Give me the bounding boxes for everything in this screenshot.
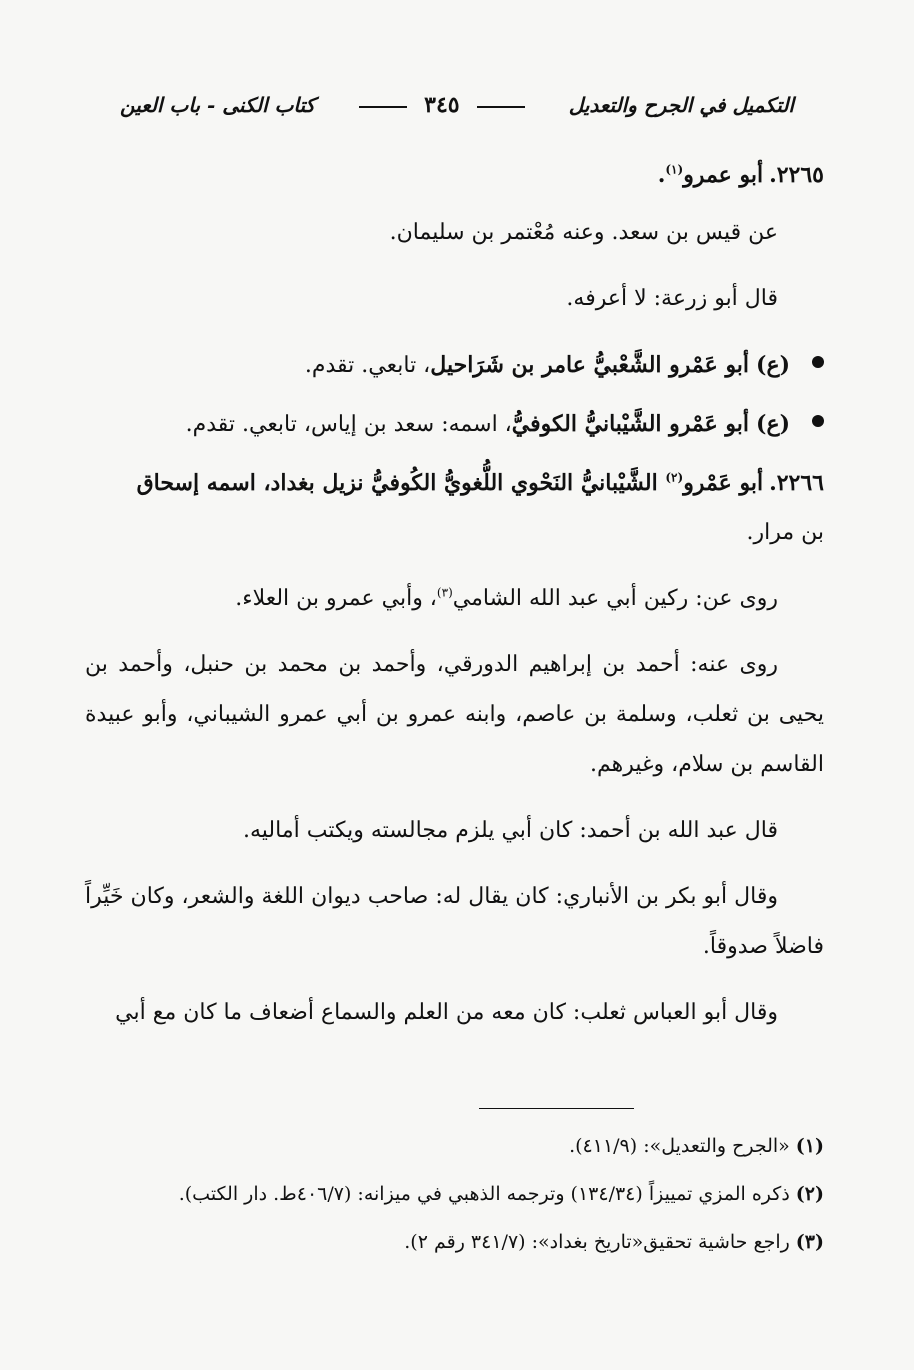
header-section: كتاب الكنى - باب العين <box>120 93 316 117</box>
cross-ref-text: ، تابعي. تقدم. <box>304 353 431 378</box>
footnote-text: راجع حاشية تحقيق«تاريخ بغداد»: (٣٤١/٧ رقم ٢). <box>404 1231 790 1253</box>
bullet-icon <box>812 415 824 427</box>
footnote-ref: (٢) <box>665 470 684 485</box>
paragraph: بن مرار. <box>746 520 824 545</box>
footnote <box>90 1122 824 1170</box>
footnote-ref: (١) <box>665 162 684 177</box>
cross-reference <box>85 340 824 391</box>
symbol: (ع) <box>756 411 790 437</box>
paragraph: عن قيس بن سعد. وعنه مُعْتمر بن سليمان. <box>389 220 778 245</box>
cross-ref-text: ، اسمه: سعد بن إياس، تابعي. تقدم. <box>185 412 512 437</box>
paragraph: روى عنه: أحمد بن إبراهيم الدورقي، وأحمد بن محمد بن حنبل، وأحمد بن يحيى بن ثعلب، وسلمة بن عاصم، وابنه عمرو بن أبي عمرو الشيباني، وأبو عبيدة القاسم بن سلام، وغيرهم. <box>85 652 824 777</box>
paragraph <box>85 574 824 624</box>
footnote-text: «الجرح والتعديل»: (٤١١/٩). <box>569 1135 790 1157</box>
running-header <box>120 92 794 118</box>
entry-end: . <box>657 162 666 188</box>
paragraph: قال عبد الله بن أحمد: كان أبي يلزم مجالسته ويكتب أماليه. <box>243 818 778 843</box>
cross-ref-name: أبو عَمْرو الشَّعْبيُّ عامر بن شَرَاحيل <box>430 352 750 378</box>
footnote-divider <box>479 1108 634 1109</box>
entry-name: أبو عمرو <box>683 162 764 188</box>
symbol: (ع) <box>756 352 790 378</box>
entry-name: أبو عَمْرو <box>683 470 764 496</box>
bullet-icon <box>812 356 824 368</box>
footnote-number: (٣) <box>795 1231 824 1253</box>
footnote <box>90 1170 824 1218</box>
footnote-number: (٢) <box>795 1183 824 1205</box>
entry-number: ٢٢٦٦. <box>769 470 824 496</box>
footnote-number: (١) <box>795 1135 824 1157</box>
page-body <box>85 150 824 1054</box>
text-span: ، وأبي عمرو بن العلاء. <box>235 586 437 611</box>
footnotes <box>90 1122 824 1266</box>
footnote <box>90 1218 824 1266</box>
footnote-ref: (٣) <box>436 585 453 600</box>
entry-number: ٢٢٦٥. <box>769 162 824 188</box>
paragraph: قال أبو زرعة: لا أعرفه. <box>566 286 778 311</box>
text-span: روى عن: ركين أبي عبد الله الشامي <box>452 586 778 611</box>
entry-name-rest: الشَّيْبانيُّ النَحْوي اللُّغويُّ الكُوفيُّ نزيل بغداد، اسمه إسحاق <box>136 470 666 496</box>
header-center <box>349 92 534 118</box>
page-number: ٣٤٥ <box>424 92 460 118</box>
cross-ref-name: أبو عَمْرو الشَّيْبانيُّ الكوفيُّ <box>511 411 750 437</box>
cross-reference <box>85 399 824 450</box>
paragraph: وقال أبو العباس ثعلب: كان معه من العلم والسماع أضعاف ما كان مع أبي <box>115 1000 778 1025</box>
entry-2265-heading <box>85 150 824 200</box>
entry-2266-heading <box>85 458 824 508</box>
header-dash <box>359 106 407 108</box>
footnote-text: ذكره المزي تمييزاً (١٣٤/٣٤) وترجمه الذهبي في ميزانه: (٤٠٦/٧ط. دار الكتب). <box>178 1183 790 1205</box>
header-dash <box>477 106 525 108</box>
header-book-title: التكميل في الجرح والتعديل <box>568 93 794 117</box>
paragraph: وقال أبو بكر بن الأنباري: كان يقال له: صاحب ديوان اللغة والشعر، وكان خَيِّراً فاضلاً صدوقاً. <box>85 884 824 959</box>
